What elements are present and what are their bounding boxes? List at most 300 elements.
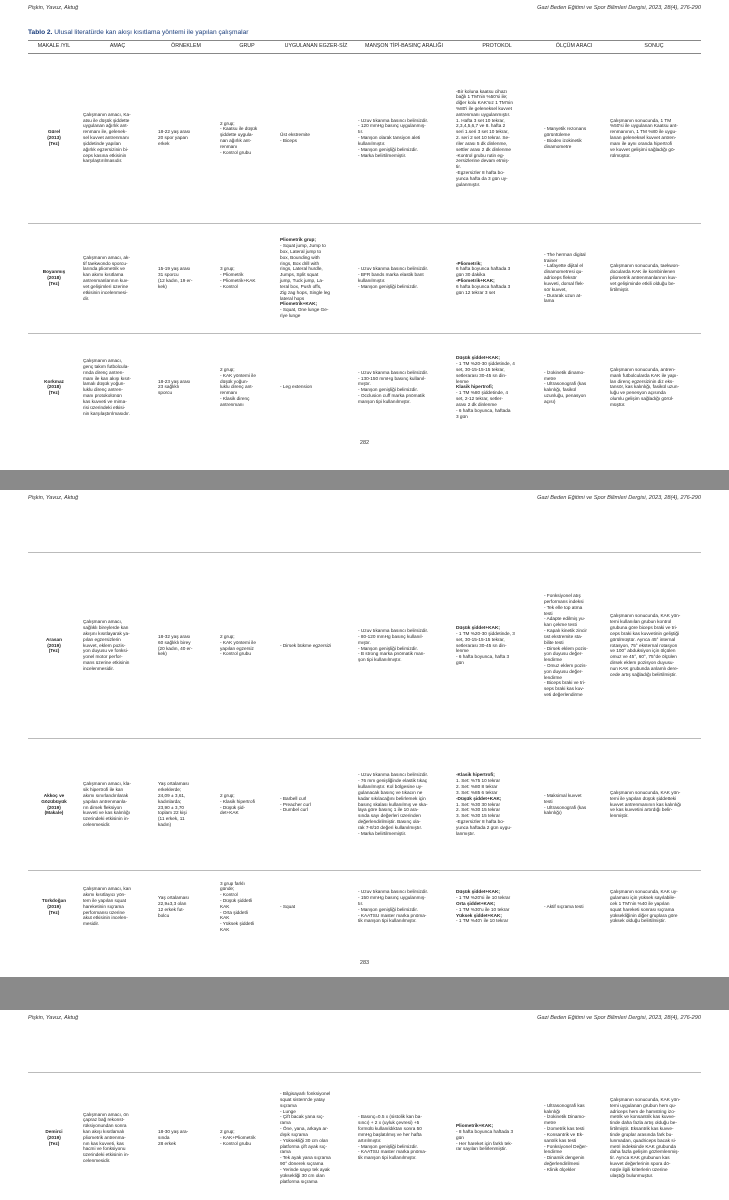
cell-line: Düşük şiddet+KAK;	[456, 625, 500, 631]
cell-line: günde;	[220, 886, 235, 892]
cell-line: - Ultrasonografi (kas	[544, 381, 587, 387]
cell-line: akışını kısıtlayarak ya-	[83, 630, 130, 636]
cell-line: - Occlusion cuff marka pnömatik	[358, 393, 425, 399]
cell-line: - Pliometrik	[220, 272, 244, 278]
cell-line: 3 grup;	[220, 266, 235, 272]
cell-line: şiddetinde yapılan	[83, 140, 121, 146]
cell-line: Gürel	[47, 129, 61, 135]
cell-line: - Adapte edilmiş yu-	[544, 616, 586, 622]
cell-line: bağlı 1 TM'nin %50'si ile;	[456, 94, 508, 100]
cell-line: seri 1.seri 3 set 10 tekrar,	[456, 129, 509, 135]
cell-line: - 6 hafta boyunca, hafta 3	[456, 654, 510, 660]
grup-cell	[217, 871, 277, 943]
makale-cell	[28, 223, 80, 333]
cell-line: karşılaştırılmasıdır.	[83, 158, 123, 164]
cell-line: sında sayı değerleri üzerinden	[358, 813, 421, 819]
header-journal: Gazi Beden Eğitimi ve Spor Bilimleri Dergisi, 2023, 28(4), 276-290	[537, 5, 701, 11]
cell-line: - Lafayette dijital el	[544, 263, 584, 269]
cell-line: Arasan	[46, 636, 62, 642]
cell-line: sağlıklı bireylerde kan	[83, 625, 129, 631]
cell-line: - Manyetik rezonans	[544, 126, 587, 132]
header-journal: Gazi Beden Eğitimi ve Spor Bilimleri Dergisi, 2023, 28(4), 276-290	[537, 1015, 701, 1021]
makale-cell	[28, 53, 80, 223]
cell-line: -Egzersizler 8 hafta bo-	[456, 170, 505, 176]
cell-line: 6 hafta boyunca haftada 3	[456, 283, 511, 289]
cell-line: yapılan antrenmanla-	[83, 798, 128, 804]
cell-line: yon duyusu ve fonksi-	[83, 648, 129, 654]
cell-line: - Klasik hipertrofi	[220, 798, 255, 804]
cell-line: rar sayıları belirlenmiştir.	[456, 1146, 507, 1152]
cell-line: - Uzuv tıkanma basıncı belirsizdir.	[358, 628, 429, 634]
literature-table-continued	[28, 1072, 701, 1200]
cell-line: (Makale)	[44, 810, 64, 816]
cell-line: ceps braki kas kuvvetinin geliştiği	[610, 630, 680, 636]
cell-line: seps braki kas kuv-	[544, 686, 585, 692]
cell-line: tinde gruplar arasında fark bu-	[610, 1131, 673, 1137]
cell-line: - 1 TM %20-30 şiddetinde, 4	[456, 361, 515, 367]
cell-line: ağırlık egzersizinin bi-	[83, 146, 129, 152]
cell-line: - Kontrol grubu	[220, 1140, 252, 1146]
cell-line: çapraz bağ rekonst-	[83, 1117, 125, 1123]
cell-line: sör kuvvet,	[544, 286, 567, 292]
cell-line: nun KAK grubunda anlamlı dere-	[610, 665, 679, 671]
olcum-cell	[541, 333, 607, 441]
cell-line: gün 30 dakika	[456, 272, 486, 278]
page-282	[0, 0, 729, 470]
cell-line: nüşle ilgili kriterlerin üzerine	[610, 1166, 668, 1172]
cell-line: - Manşon genişliği belirsizdir.	[358, 645, 418, 651]
sonuc-cell	[607, 553, 701, 739]
egzersiz-cell	[277, 553, 355, 739]
col-protokol-header: PROTOKOL	[453, 41, 541, 54]
cell-line: - Bilgisayarlı fonksiyonel	[280, 1091, 331, 1097]
cell-line: rak 7-8/10 değeri kullanılmıştır.	[358, 824, 423, 830]
cell-line: daha fazla gelişim gözlemlenmiş-	[610, 1149, 680, 1155]
cell-line: - Dirsek bükme egzersizi	[280, 642, 332, 648]
cell-line: metre	[544, 375, 556, 381]
cell-line: sporcu	[158, 390, 173, 396]
cell-line: 2 grup;	[220, 1129, 235, 1134]
cell-line: omuz ve 45°, 60°, 75°de ölçülen	[610, 654, 677, 660]
cell-line: - Kontrol	[220, 283, 238, 289]
cell-line: KAK	[220, 915, 230, 921]
cell-line: tik manşon tipi kullanılmıştır.	[358, 918, 417, 924]
cell-line: (Tez)	[48, 390, 60, 396]
cell-line: kuvvet değerlerinin spora dö-	[610, 1161, 671, 1167]
col-olcum-header: ÖLÇÜM ARACI	[541, 41, 607, 54]
study-row	[28, 871, 701, 943]
protokol-cell	[453, 1073, 541, 1200]
cell-line: - 150 mmHg basınç uygulanmış-	[358, 895, 426, 901]
cell-line: hareketinin sıçrama	[83, 903, 124, 909]
cell-line: - Preacher curl	[280, 801, 311, 807]
cell-line: ve kas kuvvetini artırdığı belir-	[610, 807, 673, 813]
cell-line: görülmüştür. Ayrıca 45° internal	[610, 636, 676, 642]
cell-line: (11 erkek, 11	[158, 816, 185, 822]
cell-line: temi uygulanan grubun hem qu-	[610, 1102, 677, 1108]
cell-line: -Egzersizler 8 hafta bo-	[456, 819, 505, 825]
cell-line: 1. Set: %30 30 tekrar	[456, 801, 501, 807]
cell-line: arası 2 dk dinlenme	[456, 401, 497, 407]
protokol-cell	[453, 223, 541, 333]
cell-line: 15-19 yaş arası	[158, 266, 191, 272]
cell-line: rüksiyonundan sonra	[83, 1123, 127, 1129]
cell-line: - 1 TM %80 şiddetinde, 4	[456, 390, 509, 396]
cell-line: dışık sıçrama	[280, 1131, 308, 1137]
cell-line: - KAK yöntemi ile	[220, 372, 256, 378]
cell-line: tır.	[358, 900, 364, 906]
cell-line: tem ile yapılan squat	[83, 898, 126, 903]
cell-line: Çalışmanın sonucunda, KAK yön-	[610, 789, 681, 795]
cell-line: düşük yoğun-	[220, 378, 249, 384]
cell-line: yunca hafta da 3 gün uy-	[456, 175, 508, 181]
egzersiz-cell	[277, 739, 355, 871]
cell-line: gün 12 tekrar 3 set	[456, 289, 496, 295]
cell-line: -Klasik hipertrofi;	[456, 772, 495, 778]
cell-line: %50'si ile uygulanan Kaatsu ant-	[610, 123, 678, 129]
header-authors: Pişkin, Yavuz, Aktuğ	[28, 495, 79, 501]
cell-line: lanmıştır.	[456, 830, 476, 836]
cell-line: rings, Lateral hurdle,	[280, 266, 323, 272]
grup-cell	[217, 739, 277, 871]
cell-line: lendirme	[544, 1149, 562, 1155]
cell-line: lirtilmiştir. Eksantrik kas kuvve-	[610, 1126, 674, 1132]
grup-cell	[217, 333, 277, 441]
cell-line: formülü kullanıldıktan sonra 50	[358, 1126, 422, 1132]
cell-line: - KAATSU master marka pnöma-	[358, 912, 427, 918]
cell-line: - Manşon olarak tansiyon aleti	[358, 135, 421, 141]
cell-line: sel kuvvet antrenmanı	[83, 135, 129, 141]
header-journal: Gazi Beden Eğitimi ve Spor Bilimleri Dergisi, 2023, 28(4), 276-290	[537, 495, 701, 501]
cell-line: erkeklerde;	[158, 787, 182, 793]
cell-line: lenme	[456, 378, 469, 384]
cell-line: rın dirsek fleksiyon	[83, 804, 122, 810]
orneklem-cell	[155, 333, 217, 441]
cell-line: - Kontrol grubu	[220, 149, 252, 155]
cell-line: - İzokinetik dinamo-	[544, 369, 585, 375]
cell-line: Gözübüyük	[41, 798, 67, 804]
col-amac-header: AMAÇ	[80, 41, 155, 54]
page-284	[0, 1010, 729, 1200]
egzersiz-cell	[277, 223, 355, 333]
cell-line: 24,09 ± 3,61,	[158, 792, 186, 798]
cell-line: tır.	[358, 129, 364, 135]
cell-line: kek)	[158, 283, 167, 289]
cell-line: - Fonksiyonel atış	[544, 593, 581, 599]
cell-line: akımı sınırlandırılarak	[83, 792, 129, 798]
amac-cell	[80, 1073, 155, 1200]
cell-line: akut etkisinin incelen-	[83, 915, 128, 921]
sonuc-cell	[607, 871, 701, 943]
cell-line: sik hipertrofi ile kan	[83, 787, 124, 793]
cell-line: gün	[456, 660, 464, 666]
cell-line: set, 30-15-15-15 tekrar,	[456, 636, 505, 642]
cell-line: etkisinin incelenmesi-	[83, 289, 128, 295]
cell-line: - Tek elle top atma	[544, 604, 583, 610]
orneklem-cell	[155, 871, 217, 943]
cell-line: mans üzerine etkisinin	[83, 660, 130, 666]
cell-line: - Biceps braki ve tri-	[544, 680, 586, 686]
cell-line: kalınlığı, fasikül	[544, 387, 577, 393]
cell-line: Yaş ortalaması	[158, 781, 189, 787]
header-authors: Pişkin, Yavuz, Aktuğ	[28, 5, 79, 11]
grup-cell	[217, 223, 277, 333]
cell-line: - Kaatsu ile düşük	[220, 126, 258, 132]
cell-line: kadın)	[158, 821, 172, 827]
cell-line: - Manşon genişliği belirsizdir.	[358, 906, 418, 912]
cell-line: grubuna göre biceps braki ve tri-	[610, 625, 678, 631]
manson-cell	[355, 223, 453, 333]
cell-line: renmanı ile, gelenek-	[83, 129, 127, 135]
cell-line: tif taekwondo sporcu-	[83, 260, 128, 266]
cell-line: - Klasik direnç	[220, 396, 250, 402]
cell-line: - Marka belirtilmemiştir.	[358, 830, 407, 836]
cell-line: gulaması için yüksek sayılabile-	[610, 895, 676, 901]
cell-line: yon duyusu değer-	[544, 651, 583, 657]
cell-line: mıştır.	[358, 381, 371, 387]
page-number: 282	[359, 440, 370, 446]
cell-line: uzunluğu, penasyon	[544, 393, 586, 399]
cell-line: - Uzuv tıkanma basıncı belirsizdir.	[358, 266, 429, 272]
table-caption-label: Tablo 2.	[28, 29, 53, 36]
sonuc-cell	[607, 739, 701, 871]
cell-line: - 1 TM %30'u ile 10 tekrar	[456, 906, 510, 912]
manson-cell	[355, 739, 453, 871]
cell-line: dir.	[83, 295, 90, 301]
col-grup-header: GRUP	[217, 41, 277, 54]
cell-line: - KAK yöntemi ile	[220, 639, 256, 645]
cell-line: Çalışmanın amacı, kan	[83, 886, 131, 892]
cell-line: - 8 hafta boyunca haftada 3	[456, 1129, 514, 1134]
egzersiz-cell	[277, 333, 355, 441]
protokol-cell	[453, 333, 541, 441]
cell-line: set, 30-15-15-15 tekrar,	[456, 366, 505, 372]
cell-line: - Dumbel curl	[280, 807, 308, 813]
cell-line: - Omuz eklem pozis-	[544, 662, 587, 668]
cell-line: - Maksimal kuvvet	[544, 792, 582, 798]
cell-line: sında	[158, 1134, 170, 1140]
cell-line: kuvvet antrenmanının kas kalınlığı	[610, 801, 682, 807]
cell-line: Pliometrik grup;	[280, 237, 316, 243]
cell-line: (2019)	[47, 1134, 61, 1140]
cell-line: metri indeksinde KAK grubunda	[610, 1143, 676, 1149]
cell-line: zersizlerine devam etmiş-	[456, 158, 510, 164]
cell-line: (Tez)	[48, 140, 60, 146]
cell-line: - Leg extension	[280, 384, 313, 390]
cell-line: Çalışmanın amacı,	[83, 358, 123, 364]
cell-line: Yaş ortalaması	[158, 895, 189, 901]
cell-line: Jumps, Split squat	[280, 272, 319, 278]
cell-line: -Kontrol grubu rutin eg-	[456, 152, 505, 158]
cell-line: - Basınç=0.5 x (sistolik kan ba-	[358, 1114, 422, 1120]
cell-line: - Squat	[280, 903, 296, 909]
cell-line: Çalışmanın amacı, ak-	[83, 254, 130, 260]
cell-line: - Marka belirtilmemiştir.	[358, 152, 407, 158]
manson-cell	[355, 553, 453, 739]
cell-line: şiddette uygula-	[220, 132, 254, 138]
cell-line: setlerarası 30-45 sn din-	[456, 642, 507, 648]
grup-cell	[217, 553, 277, 739]
cell-line: - 130-150 mmHg basınç kullanıl-	[358, 375, 426, 381]
study-row	[28, 739, 701, 871]
cell-line: - Uzuv tıkanma basıncı belirsizdir.	[358, 889, 429, 895]
cell-line: Akkoç ve	[43, 792, 65, 798]
cell-line: Pliometrik+KAK;	[280, 301, 318, 307]
cell-line: - Düşük şid-	[220, 804, 246, 810]
cell-line: (Tez)	[48, 909, 60, 915]
cell-line: 3 gün	[456, 413, 468, 419]
cell-line: teral box, Push offs,	[280, 283, 322, 289]
cell-line: manı protokolünün	[83, 393, 122, 399]
cell-line: - 76 mm genişliğinde elastik tıkaç	[358, 778, 428, 784]
cell-line: - Dirsek eklem pozis-	[544, 645, 588, 651]
cell-line: - Öne, yana, arkaya ar-	[280, 1126, 329, 1132]
cell-line: - Kontrol	[220, 892, 238, 898]
egzersiz-cell	[277, 871, 355, 943]
cell-line: görüntüleme	[544, 132, 571, 138]
cell-line: squat sistem'de yatay	[280, 1096, 325, 1102]
cell-line: nın kas kuvveti, kas	[83, 1140, 124, 1146]
cell-line: 3 grup farklı	[220, 880, 245, 886]
cell-line: müştür.	[610, 401, 626, 407]
cell-line: akımı kısıtlayıcı yön-	[83, 892, 126, 898]
header-authors: Pişkin, Yavuz, Aktuğ	[28, 1015, 79, 1021]
olcum-cell	[541, 871, 607, 943]
cell-line: luklu direnç antren-	[83, 387, 123, 393]
manson-cell	[355, 333, 453, 441]
cell-line: KAK	[220, 927, 230, 933]
cell-line: setlerarası 30-45 sn din-	[456, 372, 507, 378]
cell-line: kalınlığı	[544, 1108, 561, 1114]
cell-line: yunca haftada 2 gün uygu-	[456, 824, 512, 830]
cell-line: -Düşük şiddet+KAK;	[456, 795, 502, 801]
cell-line: docularda KAK ile kombinlenen	[610, 269, 676, 275]
cell-line: (2019)	[47, 804, 61, 810]
cell-line: santrik kas testi	[544, 1137, 577, 1143]
cell-line: celenmesidir.	[83, 821, 111, 827]
cell-line: Çalışmanın amacı, kla-	[83, 781, 131, 787]
cell-line: antrenmanı uygulanmıştır.	[456, 111, 511, 117]
cell-line: atsu ile düşük şiddette	[83, 117, 130, 123]
cell-line: dinamometre	[544, 143, 572, 149]
cell-line: temi kullanılan grubun kontrol	[610, 619, 672, 625]
col-sonuc-header: SONUÇ	[607, 41, 701, 54]
cell-line: platforma çift ayak sıç-	[280, 1143, 327, 1149]
cell-line: 18-22 yaş arası	[158, 129, 191, 135]
cell-line: - Her hareket için farklı tek-	[456, 1140, 513, 1146]
cell-line: gulanmıştır.	[456, 181, 481, 187]
cell-line: Çalışmanın amacı,	[83, 619, 123, 625]
cell-line: - Uzuv tıkanma basıncı belirsizdir.	[358, 369, 429, 375]
cell-line: 2,3,4,5,6,7 ve 8. hafta 2	[456, 123, 506, 129]
cell-line: manlı futbolcularda KAK ile yapı-	[610, 372, 679, 378]
study-row	[28, 333, 701, 441]
cell-line: dinamometresi qu-	[544, 269, 583, 275]
cell-line: 2. seri 2 set 10 tekrar. Se-	[456, 135, 510, 141]
cell-line: metrik ve konsantrik kas kuvve-	[610, 1114, 676, 1120]
cell-line: - Yerinde sayıp tek ayak	[280, 1166, 330, 1172]
manson-cell	[355, 1073, 453, 1200]
amac-cell	[80, 871, 155, 943]
cell-line: mmHg başlatılmış ve her hafta	[358, 1131, 422, 1137]
literature-table	[28, 40, 701, 441]
sonuc-cell	[607, 1073, 701, 1200]
cell-line: (2019)	[47, 903, 61, 909]
cell-line: - Squat jump, Jump to	[280, 243, 326, 249]
sonuc-cell	[607, 333, 701, 441]
cell-line: - Lunge	[280, 1108, 296, 1114]
cell-line: kalınlığı)	[544, 810, 562, 816]
cell-line: - Pliometrik+KAK	[220, 278, 256, 284]
cell-line: - Manşon genişliği belirsizdir.	[358, 283, 418, 289]
cell-line: ulaştığı bulunmuştur.	[610, 1172, 654, 1178]
cell-line: gün	[456, 1134, 464, 1140]
cell-line: - 80-120 mmHg basınç kullanıl-	[358, 633, 424, 639]
cell-line: adriceps fleksör	[544, 275, 577, 281]
cell-line: Çalışmanın sonucunda, KAK yön-	[610, 613, 681, 619]
cell-line: cede artış sağladığı belirtilmiştir.	[610, 671, 677, 677]
protokol-cell	[453, 53, 541, 223]
cell-line: jump, Tuck jump, La-	[280, 278, 324, 284]
cell-line: Üst ekstremite	[280, 132, 310, 138]
cell-line: luklu direnç ant-	[220, 384, 254, 390]
cell-line: 90° dönerek sıçrama	[280, 1161, 324, 1167]
cell-line: set, 2-12 tekrar, setler-	[456, 396, 503, 402]
cell-line: - Aktif sıçrama testi	[544, 903, 584, 909]
cell-line: üzerindeki etkisinin in-	[83, 816, 130, 822]
cell-line: 1. Hafta 3 set 10 tekrar,	[456, 117, 505, 123]
cell-line: 2. Set: %30 15 tekrar	[456, 807, 501, 813]
cell-line: renmanı	[220, 143, 238, 149]
orneklem-cell	[155, 553, 217, 739]
cell-line: lenme	[456, 648, 469, 654]
cell-line: - Kontrol grubu	[220, 651, 252, 657]
cell-line: - The herman digital	[544, 251, 586, 257]
cell-line: Yüksek şiddet+KAK;	[456, 912, 502, 918]
cell-line: 28 erkek	[158, 1140, 176, 1146]
manson-cell	[355, 871, 453, 943]
cell-line: yapılan egzersiz	[220, 645, 254, 651]
cell-line: - 1 TM %20-30 şiddetinde, 3	[456, 630, 515, 636]
cell-line: lan direnç egzersizinin diz eks-	[610, 378, 674, 384]
cell-line: tir.	[456, 164, 461, 170]
cell-line: Orta şiddet+KAK;	[456, 900, 496, 906]
cell-line: hacmi ve fonksiyonu	[83, 1146, 126, 1152]
amac-cell	[80, 553, 155, 739]
cell-line: (12 kadın, 19 er-	[158, 278, 193, 284]
cell-line: kullanılmıştır.	[358, 278, 386, 284]
cell-line: 18-30 yaş ara-	[158, 1129, 189, 1134]
cell-line: Çalışmanın amacı, Ka-	[83, 111, 131, 117]
cell-line: kan akımı kısıtlama	[83, 272, 124, 278]
cell-line: nan ağırlık ant-	[220, 138, 252, 144]
running-header	[28, 1015, 701, 1027]
table-caption-text: Ulusal literatürde kan akışı kısıtlama yöntemi ile yapılan çalışmalar	[52, 29, 249, 36]
cell-line: 3. Set: %85 6 tekrar	[456, 789, 498, 795]
cell-line: - Yüksek şiddetli	[220, 921, 255, 927]
cell-line: -Pliometrik;	[456, 260, 482, 266]
cell-line: sıçrama	[280, 1102, 297, 1108]
cell-line: renmanı	[220, 390, 238, 396]
study-row	[28, 53, 701, 223]
olcum-cell	[541, 553, 607, 739]
cell-line: celenmesidir.	[83, 1158, 111, 1164]
manson-cell	[355, 53, 453, 223]
cell-line: yüksekliği 30 cm olan	[280, 1172, 325, 1178]
cell-line: erkek	[158, 140, 170, 146]
cell-line: dirsek eklem pozisyon duyusu-	[610, 660, 675, 666]
cell-line: Düşük şiddet+KAK;	[456, 355, 500, 361]
